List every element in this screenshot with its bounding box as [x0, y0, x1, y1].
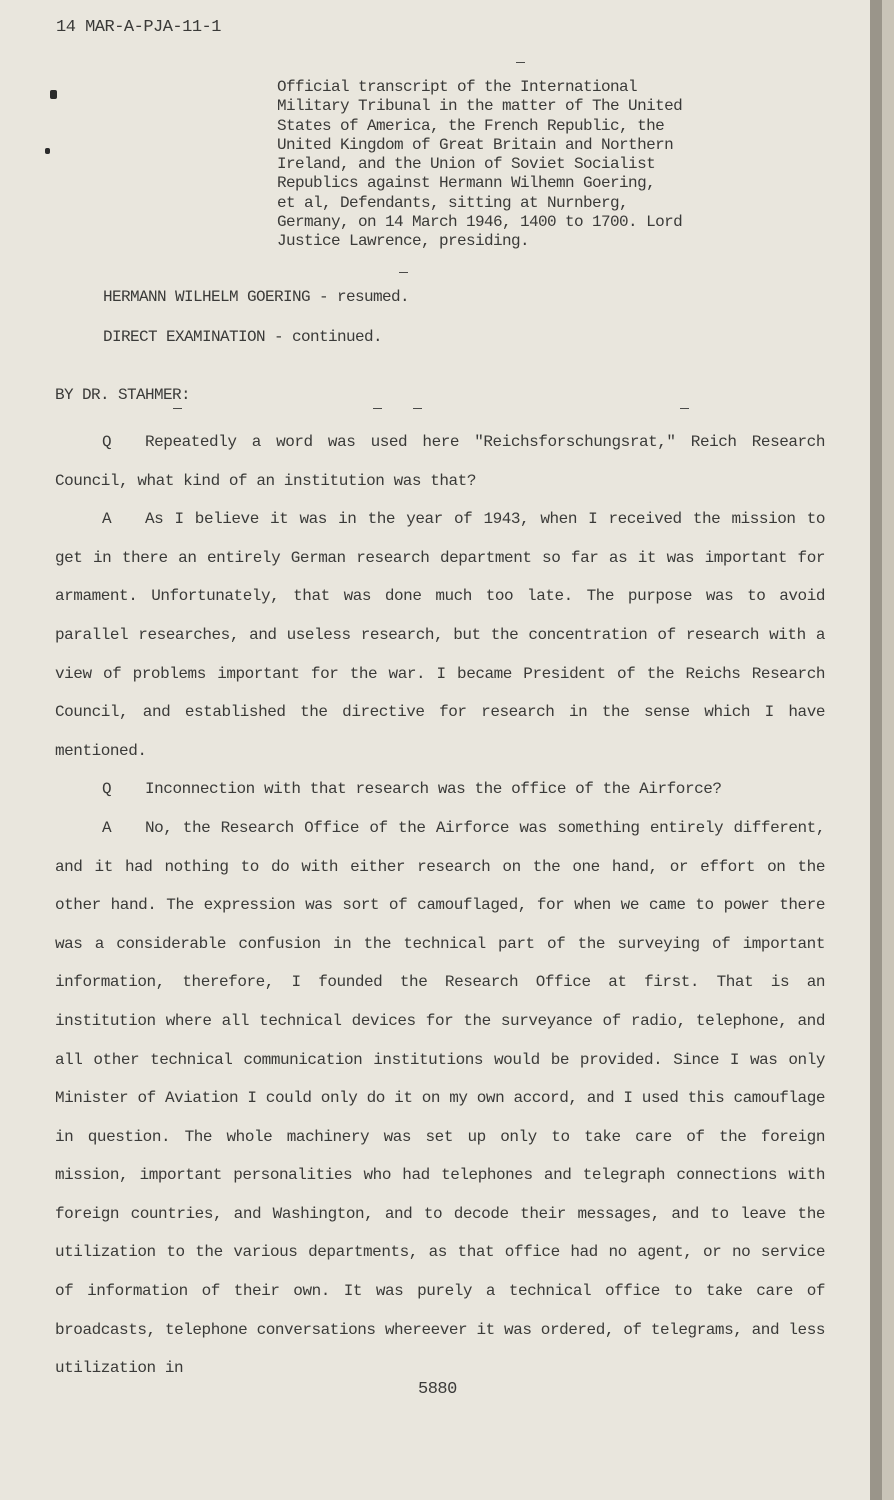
examination-heading: DIRECT EXAMINATION - continued. [103, 328, 383, 346]
typewriter-dash-mark [413, 408, 422, 409]
witness-heading: HERMANN WILHELM GOERING - resumed. [103, 288, 410, 306]
typewriter-dash-mark [399, 272, 408, 273]
testimony-paragraph [55, 770, 825, 809]
typewriter-dash-mark [680, 408, 689, 409]
typewriter-dash-mark [173, 408, 182, 409]
page-number: 5880 [418, 1380, 457, 1399]
punch-hole-mark [45, 148, 50, 154]
testimony-body [55, 423, 825, 1388]
paragraph-text: Inconnection with that research was the office of the Airforce? [145, 780, 722, 799]
speaker-label: A [102, 818, 112, 837]
paragraph-text: Repeatedly a word was used here "Reichsforschungsrat," Reich Research Council, what kind of an institution was that? [55, 433, 825, 490]
testimony-paragraph [55, 809, 825, 1388]
punch-hole-mark [50, 90, 57, 99]
typewriter-dash-mark [373, 408, 382, 409]
speaker-label: A [102, 510, 112, 529]
document-id: 14 MAR-A-PJA-11-1 [56, 18, 221, 37]
typewriter-dash-mark [516, 62, 525, 63]
examiner-line: BY DR. STAHMER: [55, 386, 191, 404]
speaker-label: Q [102, 433, 112, 451]
testimony-paragraph [55, 500, 825, 770]
speaker-label: Q [102, 780, 112, 799]
page-edge-shadow [870, 0, 882, 1500]
paragraph-text: As I believe it was in the year of 1943, when I received the mission to get in there an entirely German research department so far as it was important for armament. Unfortunately, that was done much too late. The purpose was to avoid parallel researches, and useless research, but the concentration of research with a view of problems important for the war. I became President of the Reichs Research Council, and established the directive for research in the sense which I have mentioned. [55, 510, 825, 760]
paragraph-text: No, the Research Office of the Airforce was something entirely different, and it had nothing to do with either research on the one hand, or effort on the other hand. The expression was sort of camouflaged, for when we came to power there was a considerable confusion in the technical part of the surveying of important information, therefore, I founded the Research Office at first. That is an institution where all technical devices for the surveyance of radio, telephone, and all other technical communication institutions would be provided. Since I was only Minister of Aviation I could only do it on my own accord, and I used this camouflage in question. The whole machinery was set up only to take care of the foreign mission, important personalities who had telephones and telegraph connections with foreign countries, and Washington, and to decode their messages, and to leave the utilization to the various departments, as that office had no agent, or no service of information of their own. It was purely a technical office to take care of broadcasts, telephone conversations whereever it was ordered, of telegrams, and less utilization in [55, 818, 825, 1378]
testimony-paragraph [55, 423, 825, 500]
case-caption: Official transcript of the International Military Tribunal in the matter of The United States of America, the French Republic, the United Kingdom of Great Britain and Northern Ireland, and the Union of Soviet Socialist Republics against Hermann Wilhemn Goering, et al, Defendants, sitting at Nurnberg, Germany, on 14 March 1946, 1400 to 1700. Lord Justice Lawrence, presiding. [277, 78, 683, 251]
